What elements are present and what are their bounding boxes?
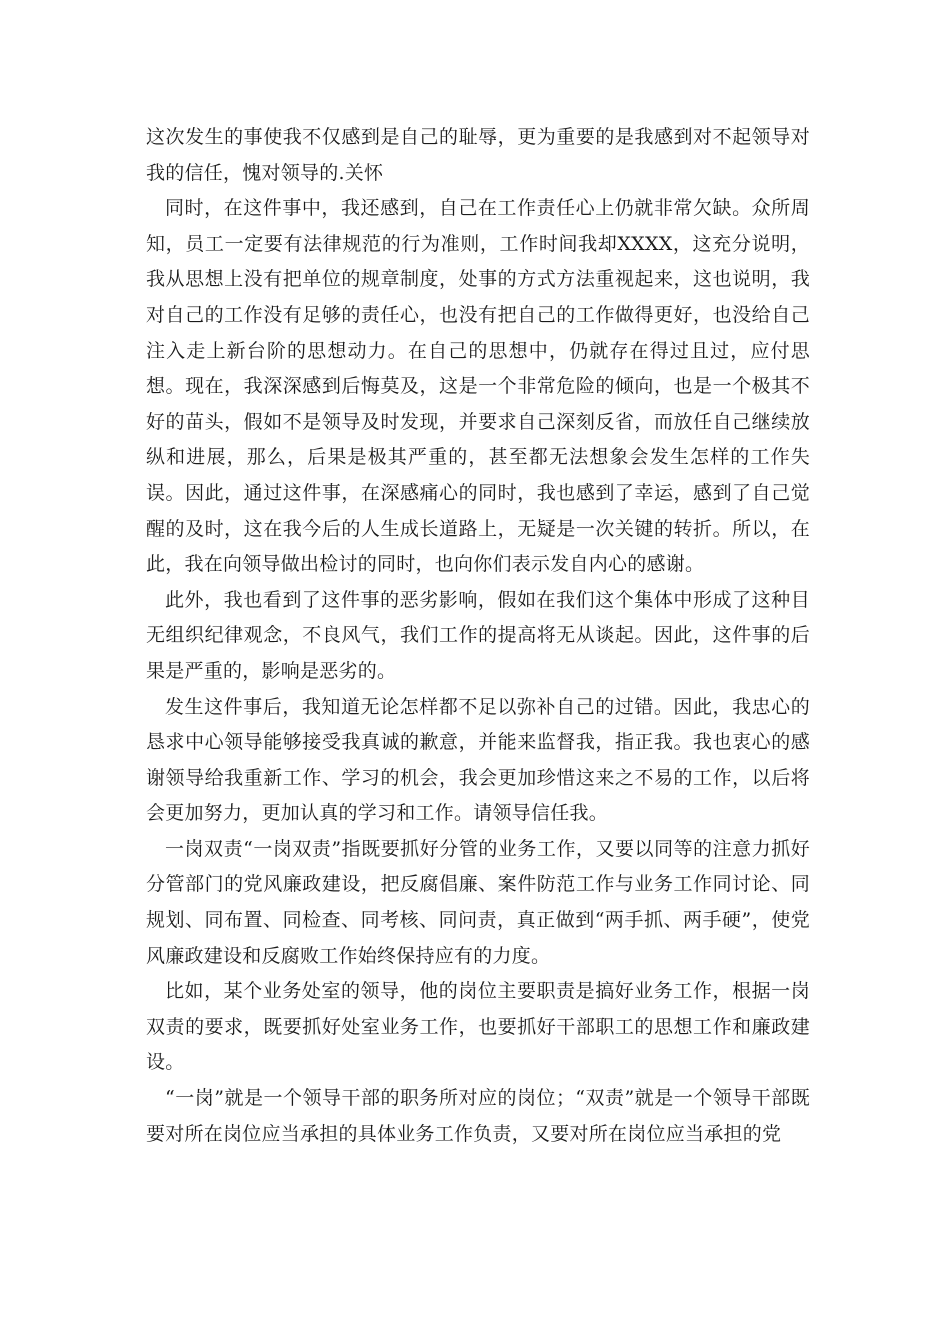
document-body: [146, 120, 810, 1152]
paragraph-1: 这次发生的事使我不仅感到是自己的耻辱，更为重要的是我感到对不起领导对我的信任，愧对领导的.关怀: [146, 126, 810, 184]
paragraph-6: 比如，某个业务处室的领导，他的岗位主要职责是搞好业务工作，根据一岗双责的要求，既要抓好处室业务工作，也要抓好干部职工的思想工作和廉政建设。: [146, 980, 810, 1074]
paragraph-3: 此外，我也看到了这件事的恶劣影响，假如在我们这个集体中形成了这种目无组织纪律观念，不良风气，我们工作的提高将无从谈起。因此，这件事的后果是严重的，影响是恶劣的。: [146, 588, 810, 682]
paragraph-5: 一岗双责“一岗双责”指既要抓好分管的业务工作，又要以同等的注意力抓好分管部门的党风廉政建设，把反腐倡廉、案件防范工作与业务工作同讨论、同规划、同布置、同检查、同考核、同问责，真正做到“两手抓、两手硬”，使党风廉政建设和反腐败工作始终保持应有的力度。: [146, 837, 810, 967]
paragraph-4: 发生这件事后，我知道无论怎样都不足以弥补自己的过错。因此，我忠心的恳求中心领导能够接受我真诚的歉意，并能来监督我，指正我。我也衷心的感谢领导给我重新工作、学习的机会，我会更加珍惜这来之不易的工作，以后将会更加努力，更加认真的学习和工作。请领导信任我。: [146, 695, 810, 825]
paragraph-2: 同时，在这件事中，我还感到，自己在工作责任心上仍就非常欠缺。众所周知，员工一定要有法律规范的行为准则，工作时间我却XXXX，这充分说明，我从思想上没有把单位的规章制度，处事的方式方法重视起来，这也说明，我对自己的工作没有足够的责任心，也没有把自己的工作做得更好，也没给自己注入走上新台阶的思想动力。在自己的思想中，仍就存在得过且过，应付思想。现在，我深深感到后悔莫及，这是一个非常危险的倾向，也是一个极其不好的苗头，假如不是领导及时发现，并要求自己深刻反省，而放任自己继续放纵和进展，那么，后果是极其严重的，甚至都无法想象会发生怎样的工作失误。因此，通过这件事，在深感痛心的同时，我也感到了幸运，感到了自己觉醒的及时，这在我今后的人生成长道路上，无疑是一次关键的转折。所以，在此，我在向领导做出检讨的同时，也向你们表示发自内心的感谢。: [146, 197, 810, 576]
paragraph-7: “一岗”就是一个领导干部的职务所对应的岗位；“双责”就是一个领导干部既要对所在岗位应当承担的具体业务工作负责，又要对所在岗位应当承担的党: [146, 1087, 810, 1145]
